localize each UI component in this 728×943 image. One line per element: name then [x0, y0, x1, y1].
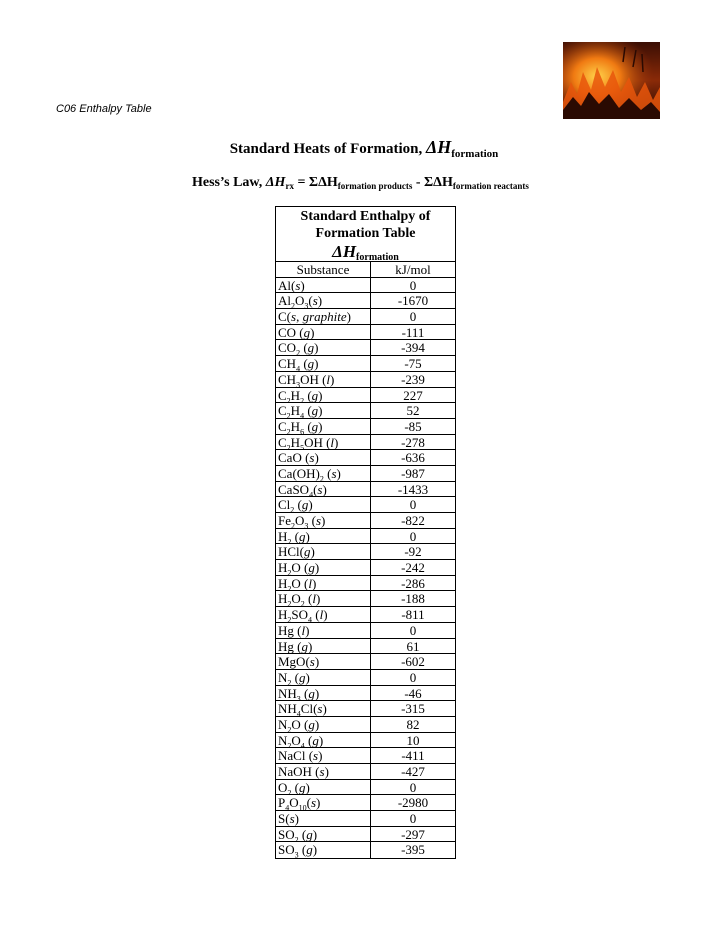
- table-row: [276, 623, 455, 639]
- hess-rx-sub: rx: [285, 181, 294, 191]
- enthalpy-value-cell: 82: [406, 716, 420, 732]
- table-row: [276, 670, 455, 686]
- hess-reactants-sub: formation reactants: [452, 181, 529, 191]
- substance-cell: $C_2H_6$ (g): [276, 419, 371, 434]
- enthalpy-value-cell: -46: [404, 685, 422, 701]
- table-row: [276, 811, 455, 827]
- substance-cell: $N_2$ (g): [276, 670, 371, 685]
- substance-cell: $Cl_2$ (g): [276, 497, 371, 512]
- enthalpy-value-cell: 0: [409, 528, 417, 544]
- table-row: [276, 450, 455, 466]
- enthalpy-value-cell: -811: [401, 607, 425, 623]
- substance-cell: $SO_2$ (g): [276, 827, 371, 842]
- table-heading-dh: ΔH: [332, 242, 357, 261]
- enthalpy-value-cell: -602: [401, 654, 425, 670]
- hess-products-sub: formation products: [337, 181, 413, 191]
- substance-cell: $CO_2$ (g): [276, 340, 371, 355]
- title-subscript: formation: [451, 148, 499, 160]
- hess-prefix: Hess’s Law,: [192, 175, 266, 190]
- table-row: [276, 701, 455, 717]
- substance-cell: $CH_3OH$ (l): [276, 372, 371, 387]
- enthalpy-value-cell: -92: [404, 544, 422, 560]
- enthalpy-value-cell: -822: [401, 513, 425, 528]
- substance-cell: $P_4O_{10}(s)$: [276, 795, 371, 810]
- substance-cell: $H_2O$ (g): [276, 560, 371, 575]
- table-row: [276, 842, 455, 858]
- table-row: [276, 764, 455, 780]
- table-row: [276, 435, 455, 451]
- substance-cell: CO (g): [276, 325, 371, 340]
- table-heading-sub: formation: [356, 252, 399, 263]
- table-row: [276, 340, 455, 356]
- hess-minus-sum: - ΣΔH: [412, 175, 453, 190]
- enthalpy-value-cell: -411: [401, 748, 425, 764]
- substance-cell: $N_2O$ (g): [276, 717, 371, 732]
- enthalpy-value-cell: 61: [406, 638, 420, 654]
- enthalpy-table: [275, 206, 456, 859]
- enthalpy-value-cell: 10: [406, 732, 420, 748]
- enthalpy-value-cell: -394: [401, 340, 425, 356]
- enthalpy-value-cell: -242: [401, 560, 425, 576]
- title-text: Standard Heats of Formation,: [229, 141, 426, 157]
- hess-equals-sum: = ΣΔH: [293, 175, 338, 190]
- substance-cell: $H_2$ (g): [276, 529, 371, 544]
- enthalpy-value-cell: 0: [409, 779, 417, 795]
- enthalpy-value-cell: -987: [401, 465, 425, 481]
- substance-cell: $SO_3$ (g): [276, 842, 371, 858]
- substance-cell: C(s, graphite): [276, 309, 371, 324]
- enthalpy-value-cell: -1433: [397, 481, 429, 497]
- table-row: [276, 686, 455, 702]
- substance-cell: $N_2O_4$ (g): [276, 733, 371, 748]
- enthalpy-value-cell: 0: [409, 811, 417, 827]
- table-row: [276, 309, 455, 325]
- substance-cell: $H_2O_2$ (l): [276, 591, 371, 606]
- substance-cell: Hg (l): [276, 623, 371, 638]
- table-row: [276, 827, 455, 843]
- table-heading-line2: Formation Table: [315, 226, 416, 241]
- table-row: [276, 795, 455, 811]
- enthalpy-value-cell: 52: [406, 403, 420, 419]
- substance-cell: $C_2H_2$ (g): [276, 388, 371, 403]
- substance-cell: CaO (s): [276, 450, 371, 465]
- enthalpy-value-cell: -85: [404, 418, 422, 434]
- substance-cell: $O_2$ (g): [276, 780, 371, 795]
- enthalpy-value-cell: -286: [401, 575, 425, 591]
- table-row: [276, 466, 455, 482]
- table-row: [276, 293, 455, 309]
- substance-cell: $H_2O$ (l): [276, 576, 371, 591]
- enthalpy-value-cell: -315: [401, 701, 425, 717]
- substance-cell: Al(s): [276, 278, 371, 293]
- table-heading-line1: Standard Enthalpy of: [300, 209, 431, 224]
- table-row: [276, 544, 455, 560]
- table-row: [276, 419, 455, 435]
- substance-cell: $Fe_2O_3$ (s): [276, 513, 371, 528]
- substance-cell: HCl(g): [276, 544, 371, 559]
- table-row: [276, 607, 455, 623]
- table-row: [276, 356, 455, 372]
- substance-cell: S(s): [276, 811, 371, 826]
- title-delta-h: ΔH: [425, 137, 452, 157]
- enthalpy-value-cell: -239: [401, 371, 425, 387]
- substance-cell: CaSO$_4$(s): [276, 482, 371, 497]
- enthalpy-value-cell: -75: [404, 356, 422, 372]
- column-header-substance: Substance: [276, 262, 371, 277]
- enthalpy-value-cell: -395: [401, 842, 425, 858]
- enthalpy-value-cell: -2980: [397, 795, 429, 811]
- enthalpy-value-cell: -111: [401, 324, 425, 340]
- substance-cell: $C_2H_4$ (g): [276, 403, 371, 418]
- enthalpy-value-cell: 227: [403, 387, 423, 403]
- table-row: [276, 639, 455, 655]
- table-row: [276, 278, 455, 294]
- table-row: [276, 591, 455, 607]
- enthalpy-value-cell: -1670: [397, 293, 429, 309]
- document-header-label: C06 Enthalpy Table: [56, 103, 152, 115]
- hess-law-equation: [192, 175, 529, 191]
- substance-cell: $CH_4$ (g): [276, 356, 371, 371]
- table-row: [276, 403, 455, 419]
- table-row: [276, 325, 455, 341]
- enthalpy-value-cell: -188: [401, 591, 425, 607]
- enthalpy-value-cell: -278: [401, 434, 425, 450]
- hess-delta-h: ΔH: [265, 175, 286, 190]
- table-row: [276, 560, 455, 576]
- substance-cell: Hg (g): [276, 639, 371, 654]
- table-heading-delta-h: [276, 242, 455, 261]
- table-row: [276, 654, 455, 670]
- column-header-units: kJ/mol: [395, 262, 431, 277]
- table-row: [276, 748, 455, 764]
- enthalpy-value-cell: 0: [409, 277, 417, 293]
- table-row: [276, 576, 455, 592]
- page-title: [0, 137, 728, 158]
- enthalpy-value-cell: -297: [401, 826, 425, 842]
- table-column-headers: [276, 262, 455, 278]
- substance-cell: NaOH (s): [276, 764, 371, 779]
- table-row: [276, 733, 455, 749]
- enthalpy-value-cell: -636: [401, 450, 425, 466]
- table-heading: [276, 207, 455, 262]
- substance-cell: $C_2H_5OH$ (l): [276, 435, 371, 450]
- enthalpy-value-cell: 0: [409, 497, 417, 513]
- substance-cell: $Al_2O_3(s)$: [276, 293, 371, 308]
- table-row: [276, 497, 455, 513]
- substance-cell: $Ca(OH)_2$ (s): [276, 466, 371, 481]
- substance-cell: MgO(s): [276, 654, 371, 669]
- table-row: [276, 780, 455, 796]
- substance-cell: $NH_3$ (g): [276, 686, 371, 701]
- enthalpy-value-cell: 0: [409, 309, 417, 325]
- table-row: [276, 482, 455, 498]
- table-row: [276, 513, 455, 529]
- table-row: [276, 717, 455, 733]
- substance-cell: $H_2SO_4$ (l): [276, 607, 371, 622]
- enthalpy-value-cell: 0: [409, 669, 417, 685]
- table-row: [276, 529, 455, 545]
- table-row: [276, 388, 455, 404]
- wildfire-photo: [563, 42, 660, 119]
- enthalpy-value-cell: -427: [401, 764, 425, 779]
- table-row: [276, 372, 455, 388]
- enthalpy-value-cell: 0: [409, 622, 417, 638]
- substance-cell: NaCl (s): [276, 748, 371, 763]
- substance-cell: $NH_4Cl(s)$: [276, 701, 371, 716]
